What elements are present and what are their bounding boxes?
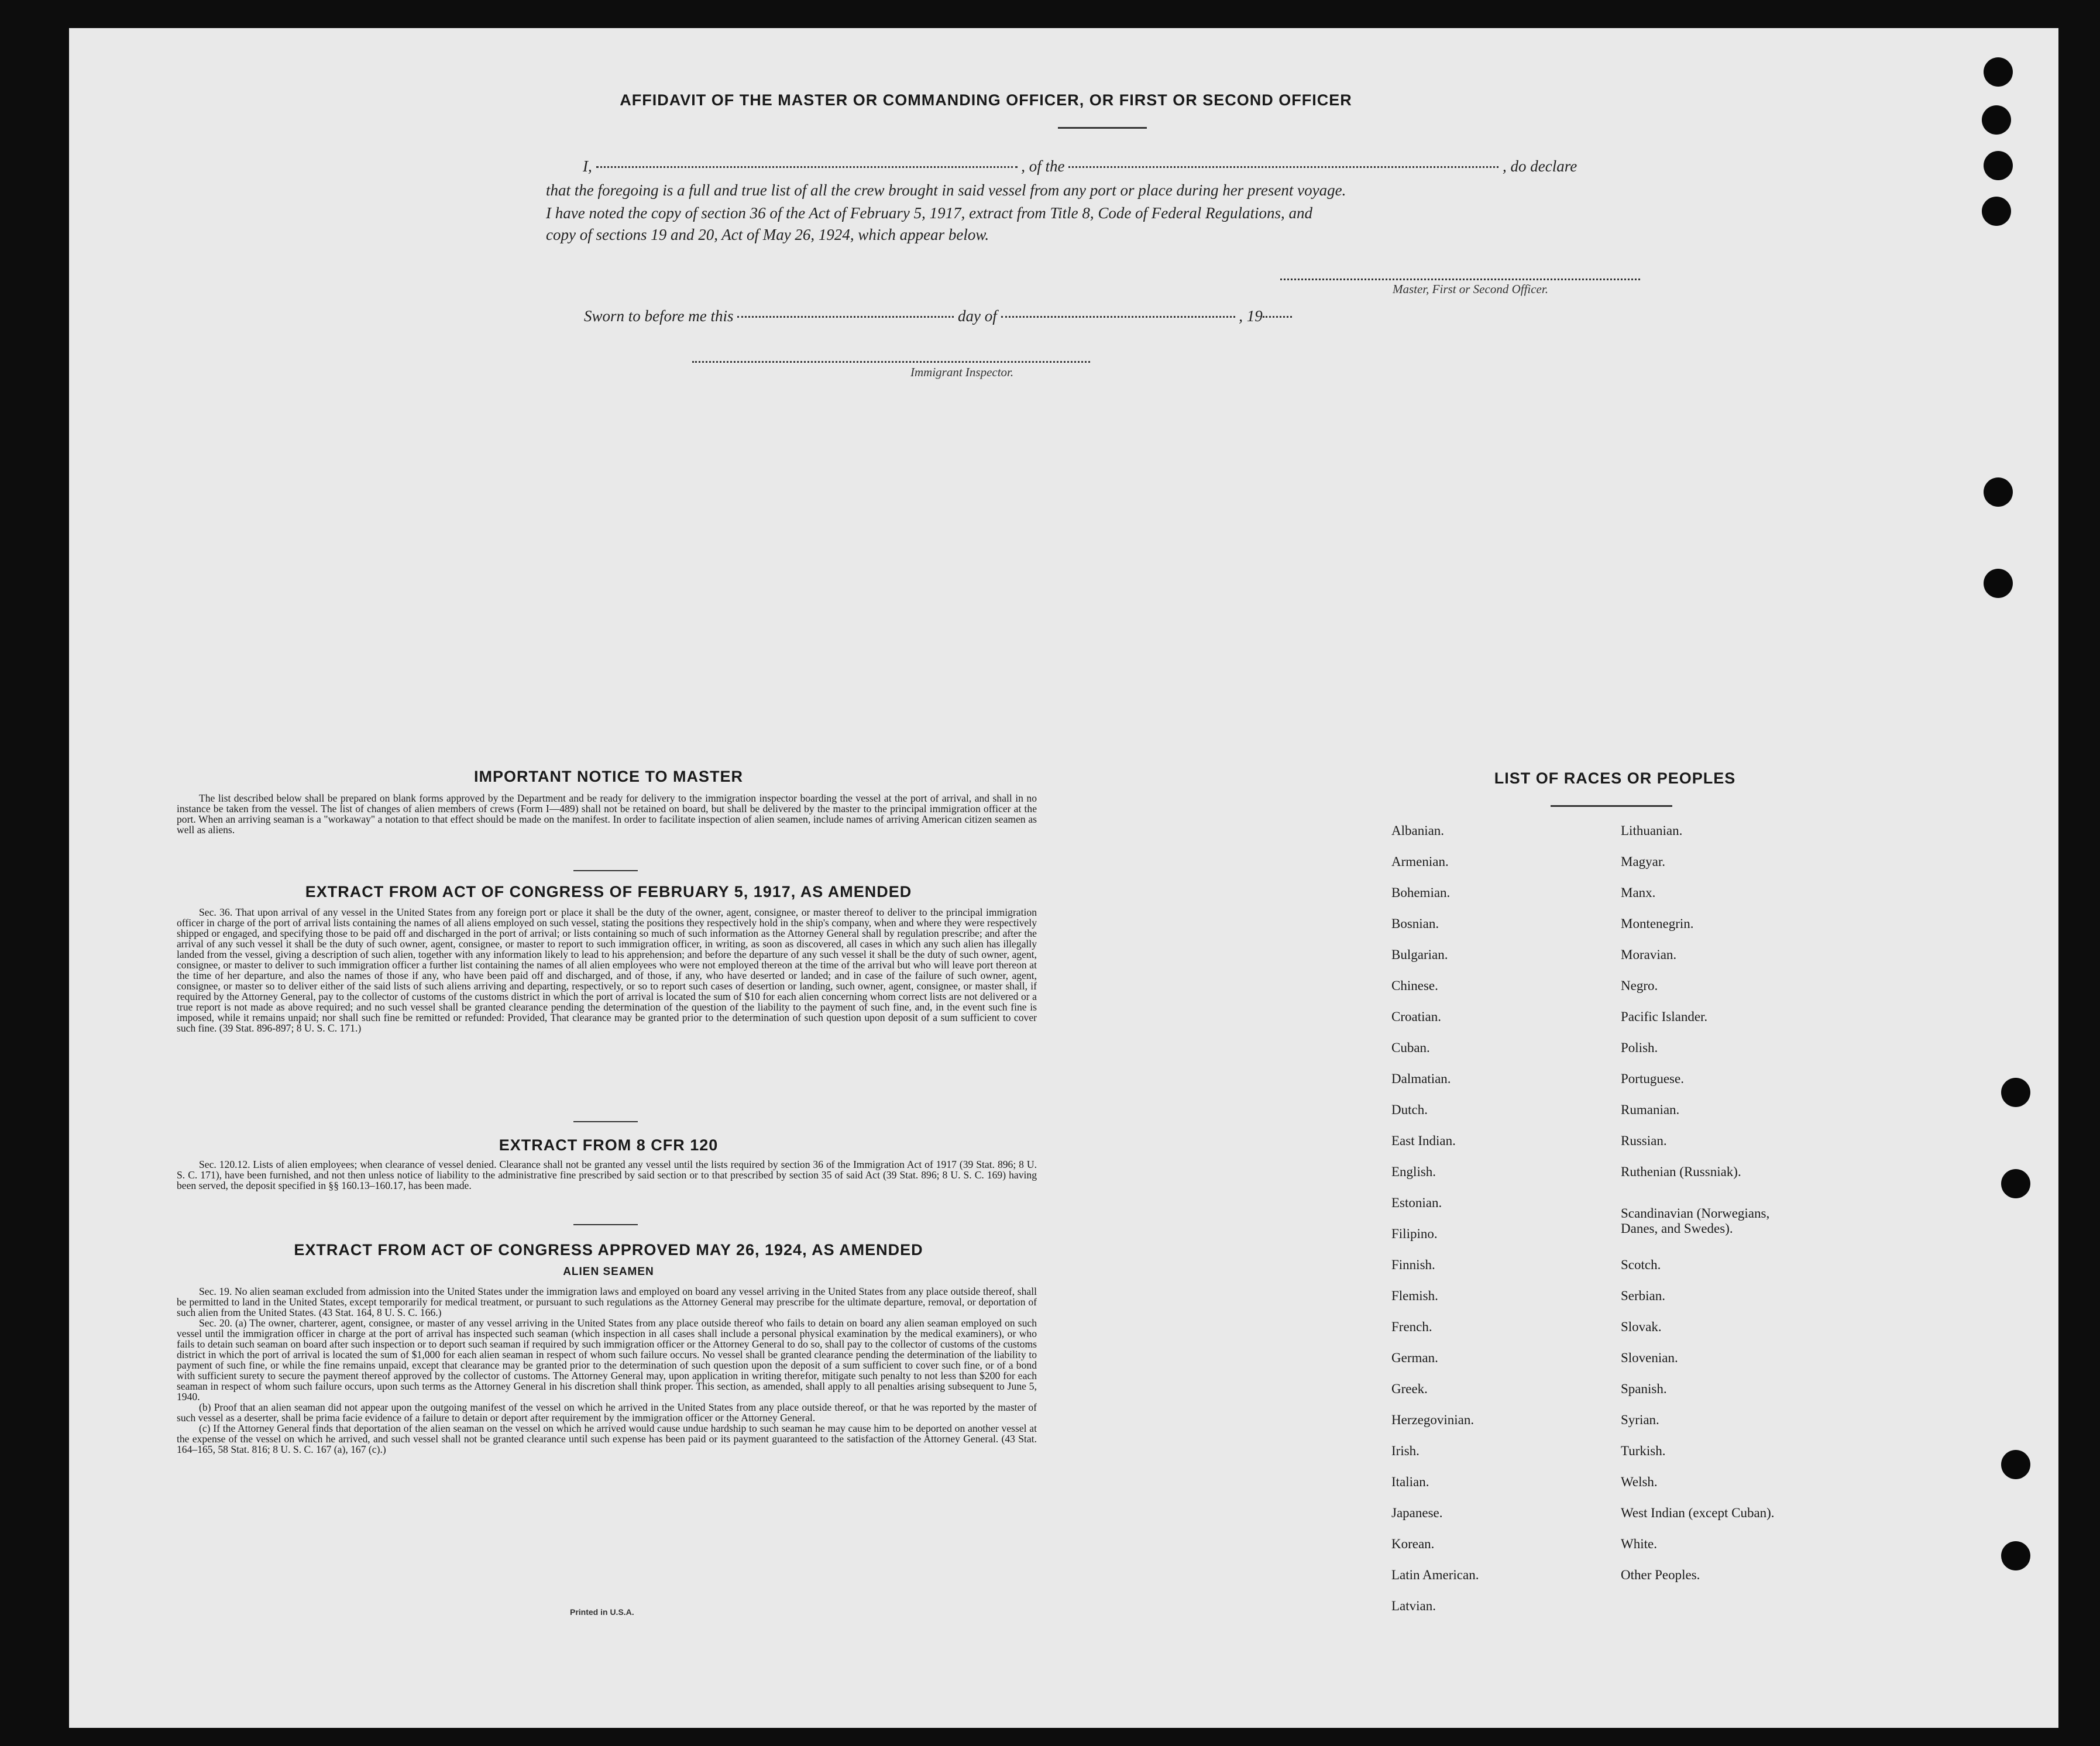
race-item: Slovenian.	[1621, 1350, 1678, 1365]
race-item: Cuban.	[1391, 1040, 1430, 1055]
printed-in-usa: Printed in U.S.A.	[570, 1607, 634, 1617]
race-item: Portuguese.	[1621, 1071, 1684, 1086]
races-divider	[1551, 805, 1672, 807]
extract-1917-heading: EXTRACT FROM ACT OF CONGRESS OF FEBRUARY 5, 1917, AS AMENDED	[305, 883, 912, 901]
race-item: Bosnian.	[1391, 916, 1439, 931]
race-item: Estonian.	[1391, 1195, 1442, 1210]
divider-1	[573, 870, 638, 871]
alien-seamen-subheading: ALIEN SEAMEN	[563, 1266, 654, 1278]
notice-heading: IMPORTANT NOTICE TO MASTER	[474, 768, 743, 785]
sworn-line: Sworn to before me this day of , 19	[584, 304, 1462, 328]
punch-hole	[1984, 569, 2013, 598]
divider-2	[573, 1121, 638, 1122]
inspector-caption: Immigrant Inspector.	[910, 365, 1014, 379]
race-item: Serbian.	[1621, 1288, 1666, 1303]
race-item: Lithuanian.	[1621, 823, 1683, 838]
master-caption: Master, First or Second Officer.	[1393, 282, 1548, 296]
race-item: Irish.	[1391, 1443, 1420, 1458]
punch-hole	[2001, 1169, 2030, 1198]
race-item: Scotch.	[1621, 1257, 1661, 1272]
race-item: Bohemian.	[1391, 885, 1451, 900]
race-item: Slovak.	[1621, 1319, 1662, 1334]
race-item: Polish.	[1621, 1040, 1658, 1055]
extract-cfr-text: Sec. 120.12. Lists of alien employees; when clearance of vessel denied. Clearance shall not be granted any vessel until the lists required by section 36 of the Immigration Act of 1917 (39 Stat. 896; 8 U. S. C. 171), have been furnished, and not then unless notice of liability to the administrative fine prescribed by said section or to that prescribed by section 35 of said Act (39 Stat. 896; 8 U. S. C. 169) having been served, the deposit specified in §§ 160.13–160.17, has been made.	[177, 1159, 1037, 1191]
extract-1924-text: Sec. 19. No alien seaman excluded from admission into the United States under the immigration laws and employed on board any vessel arriving in the United States from any place outside thereof, shall be permitted to land in the United States, except temporarily for medical treatment, or pursuant to such regulations as the Attorney General may prescribe for the ultimate departure, removal, or deportation of such alien from the United States. (43 Stat. 164, 8 U. S. C. 166.) Sec. 20. (a) The owner, charterer, agent, consignee, or master of any vessel arriving in the United States from any place outside thereof who fails to detain on board any alien seaman employed on such vessel until the immigration officer in charge at the port of arrival has inspected such seaman (which inspection in all cases shall include a personal physical examination by the medical examiners), or who fails to detain such seaman on board after such inspection or to deport such seaman if required by such immigration officer or the Attorney General to do so, shall pay to the collector of customs of the customs district in which the port of arrival is located the sum of $1,000 for each alien seaman in respect of whom such failure occurs. No vessel shall be granted clearance pending the determination of the liability to payment of such fine, or while the fine remains unpaid, except that clearance may be granted prior to the determination of such question upon the deposit of a sum sufficient to cover such fine, or of a bond with sufficient surety to secure the payment thereof approved by the collector of customs. The Attorney General may, upon application in writing therefor, mitigate such penalty to not less than $200 for each seaman in respect of whom such failure occurs, upon such terms as the Attorney General in his discretion shall think proper. This section, as amended, shall apply to all penalties arising subsequent to June 5, 1940. (b) Proof that an alien seaman did not appear upon the outgoing manifest of the vessel on which he arrived in the United States from any place outside thereof, or that he was reported by the master of such vessel as a deserter, shall be prima facie evidence of a failure to detain or deport after requirement by the immigration officer or the Attorney General. (c) If the Attorney General finds that deportation of the alien seaman on the vessel on which he arrived would cause undue hardship to such seaman he may cause him to be deported on another vessel at the expense of the vessel on which he arrived, and such vessel shall not be granted clearance until such expense has been paid or its payment guaranteed to the satisfaction of the Attorney General. (43 Stat. 164–165, 58 Stat. 816; 8 U. S. C. 167 (a), 167 (c).)	[177, 1286, 1037, 1455]
race-item: Flemish.	[1391, 1288, 1438, 1303]
race-item: East Indian.	[1391, 1133, 1456, 1148]
punch-hole	[2001, 1541, 2030, 1570]
race-item: West Indian (except Cuban).	[1621, 1506, 1775, 1520]
race-item: Montenegrin.	[1621, 916, 1694, 931]
master-signature-line	[1280, 279, 1640, 280]
extract-1917-text: Sec. 36. That upon arrival of any vessel in the United States from any foreign port or place it shall be the duty of the owner, agent, consignee, or master thereof to deliver to the principal immigration officer in charge of the port of arrival lists containing the names of all aliens employed on such vessel, stating the positions they respectively hold in the ship's company, when and where they were respectively shipped or engaged, and specifying those to be paid off and discharged in the port of arrival; or lists containing so much of such information as the Attorney General shall by regulation prescribe; and after the arrival of any such vessel it shall be the duty of such owner, agent, consignee, or master to report to such immigration officer, in writing, as soon as discovered, all cases in which any such alien has illegally landed from the vessel, giving a description of such alien, together with any information likely to lead to his apprehension; and before the departure of any such vessel it shall be the duty of such owner, agent, consignee, or master to deliver to such immigration officer a further list containing the names of all alien employees who were not employed thereon at the time of the arrival but who will leave port thereon at the time of her departure, and also the names of those if any, who have been paid off and discharged, and of those, if any, who have deserted or landed; and in case of the failure of such owner, agent, consignee, or master so to deliver either of the said lists of such aliens arriving and departing, respectively, or so to report such cases of desertion or landing, such owner, agent, consignee, or master shall, if required by the Attorney General, pay to the collector of customs of the customs district in which the port of arrival is located the sum of $10 for each alien concerning whom correct lists are not delivered or a true report is not made as above required; and no such vessel shall be granted clearance pending the determination of the question of the liability to the payment of such fine, and, in the event such fine is imposed, while it remains unpaid; nor shall such fine be remitted or refunded: Provided, That clearance may be granted prior to the determination of such question upon deposit of a sum sufficient to cover such fine. (39 Stat. 896-897; 8 U. S. C. 171.)	[177, 906, 1037, 1034]
races-left-column	[1391, 823, 1479, 1630]
race-item: French.	[1391, 1319, 1432, 1334]
extract-cfr-heading: EXTRACT FROM 8 CFR 120	[499, 1136, 719, 1154]
affidavit-line-1: I, , of the , do declare	[583, 157, 1577, 175]
divider-3	[573, 1224, 638, 1225]
race-item: Syrian.	[1621, 1412, 1659, 1427]
race-item: English.	[1391, 1164, 1436, 1179]
punch-hole	[1982, 197, 2011, 226]
races-heading: LIST OF RACES OR PEOPLES	[1494, 769, 1736, 787]
notice-text: The list described below shall be prepared on blank forms approved by the Department and be ready for delivery to the immigration inspector boarding the vessel at the port of arrival, and shall in no instance be taken from the vessel. The list of changes of alien members of crews (Form I—489) shall not be retained on board, but shall be delivered by the master to the principal immigration officer at the port. When an arriving seaman is a "workaway" a notation to that effect should be made on the manifest. In order to facilitate inspection of alien seamen, include names of arriving American citizen seamen as well as aliens.	[177, 792, 1037, 836]
race-item: Spanish.	[1621, 1381, 1667, 1396]
race-item: Chinese.	[1391, 978, 1438, 993]
race-item: Croatian.	[1391, 1009, 1441, 1024]
affidavit-line-3: I have noted the copy of section 36 of the Act of February 5, 1917, extract from Title 8, Code of Federal Regulations, and	[546, 204, 1313, 222]
race-item: Other Peoples.	[1621, 1568, 1700, 1582]
race-item: Filipino.	[1391, 1226, 1438, 1241]
inspector-signature-line	[692, 361, 1090, 363]
punch-hole	[2001, 1078, 2030, 1107]
punch-hole	[1984, 151, 2013, 180]
punch-hole	[1984, 57, 2013, 87]
race-item: Dalmatian.	[1391, 1071, 1451, 1086]
race-item: Manx.	[1621, 885, 1656, 900]
punch-hole	[2001, 1450, 2030, 1479]
race-item: German.	[1391, 1350, 1438, 1365]
race-item: Rumanian.	[1621, 1102, 1680, 1117]
race-item: Latvian.	[1391, 1599, 1436, 1613]
race-item: Herzegovinian.	[1391, 1412, 1475, 1427]
affidavit-line-2: that the foregoing is a full and true list of all the crew brought in said vessel from any port or place during her present voyage.	[546, 181, 1346, 199]
race-item: Turkish.	[1621, 1443, 1666, 1458]
races-right-column	[1621, 823, 1775, 1599]
race-item: Finnish.	[1391, 1257, 1435, 1272]
race-item: Japanese.	[1391, 1506, 1443, 1520]
extract-1924-heading: EXTRACT FROM ACT OF CONGRESS APPROVED MAY 26, 1924, AS AMENDED	[294, 1241, 923, 1259]
race-item: Pacific Islander.	[1621, 1009, 1708, 1024]
race-item: Magyar.	[1621, 854, 1666, 869]
race-item: Dutch.	[1391, 1102, 1428, 1117]
race-item: Russian.	[1621, 1133, 1667, 1148]
race-item: Latin American.	[1391, 1568, 1479, 1582]
race-item: Scandinavian (Norwegians, Danes, and Swedes).	[1621, 1206, 1770, 1236]
race-item: White.	[1621, 1537, 1657, 1551]
race-item: Welsh.	[1621, 1475, 1658, 1489]
punch-hole	[1984, 477, 2013, 507]
punch-hole	[1982, 105, 2011, 135]
affidavit-line-4: copy of sections 19 and 20, Act of May 26, 1924, which appear below.	[546, 226, 989, 243]
affidavit-divider	[1058, 127, 1147, 129]
race-item: Bulgarian.	[1391, 947, 1448, 962]
race-item: Albanian.	[1391, 823, 1445, 838]
race-item: Korean.	[1391, 1537, 1435, 1551]
race-item: Armenian.	[1391, 854, 1449, 869]
race-item: Greek.	[1391, 1381, 1428, 1396]
race-item: Italian.	[1391, 1475, 1429, 1489]
affidavit-heading: AFFIDAVIT OF THE MASTER OR COMMANDING OFFICER, OR FIRST OR SECOND OFFICER	[620, 91, 1352, 109]
race-item: Ruthenian (Russniak).	[1621, 1164, 1741, 1179]
race-item: Negro.	[1621, 978, 1658, 993]
race-item: Moravian.	[1621, 947, 1677, 962]
